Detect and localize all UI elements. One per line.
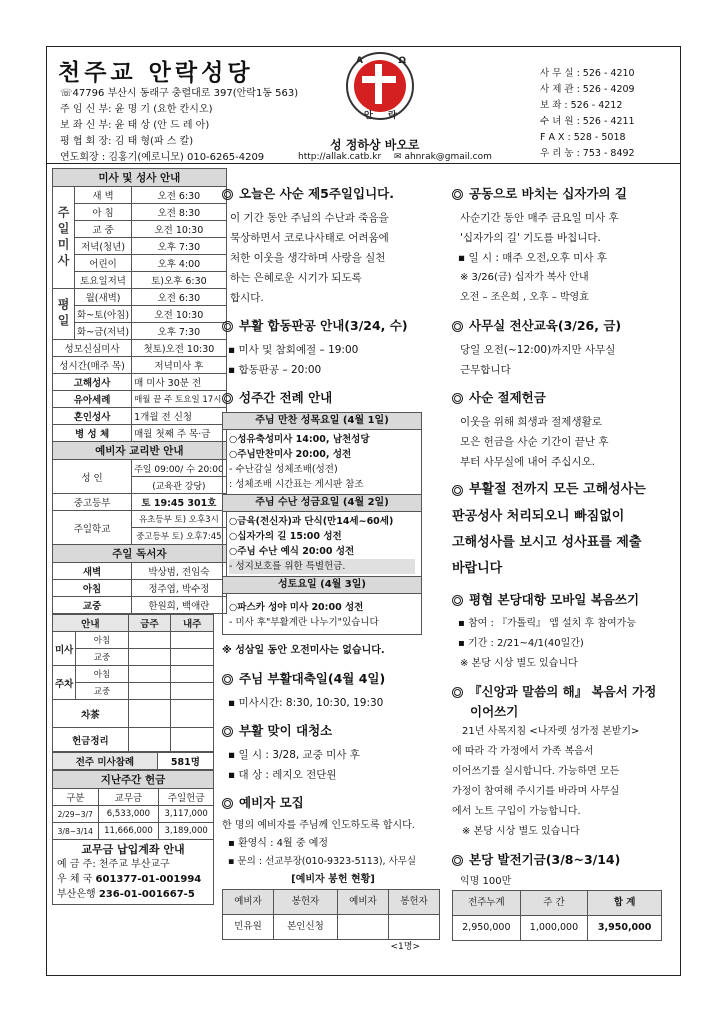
- box-line: - 미사 후"부활계란 나누기"있습니다: [229, 617, 379, 628]
- bank-account: 236-01-001667-5: [98, 889, 195, 900]
- mass-time: 오전 10:30: [132, 306, 227, 323]
- bank-label: 부산은행: [57, 889, 96, 900]
- section-heading: [452, 388, 674, 408]
- offering-cleanup: 헌금정리: [53, 728, 129, 752]
- email-icon: ✉: [394, 152, 402, 162]
- middle-column: [222, 184, 444, 954]
- note-line: 오전 – 조은희 , 오후 – 박영효: [460, 292, 589, 303]
- text-line: 사순기간 동안 매주 금요일 미사 후: [460, 212, 619, 224]
- section-heading: [452, 682, 674, 702]
- post-label: 우 체 국: [57, 874, 93, 885]
- extra-mass-time: 저녁미사 후: [132, 357, 227, 374]
- good-friday-box: [222, 494, 422, 577]
- box-line: - 성지보호를 위한 특별헌금.: [229, 559, 415, 574]
- bullet-icon: [222, 798, 233, 809]
- section-heading: [452, 850, 674, 870]
- church-title: 천주교 안락성당: [58, 60, 254, 86]
- table-head: 예비자: [337, 890, 388, 915]
- section-title: 본당 발전기금(3/8~3/14): [469, 852, 621, 867]
- text-line: 이 기간 동안 주님의 수난과 죽음을: [230, 212, 389, 224]
- website-link[interactable]: http://allak.catb.kr: [298, 152, 382, 162]
- section-body: [222, 208, 444, 308]
- account-holder: 예 금 주: 천주교 부산교구: [57, 859, 170, 870]
- bullet-icon: [452, 855, 463, 866]
- sunday-school-elem: 유초등부: [138, 515, 172, 525]
- sacrament-name: 병 성 체: [53, 425, 132, 442]
- section-heading: [452, 316, 674, 336]
- sacrament-info: 매월 끝 주 토요일 17시: [132, 391, 227, 408]
- bullet-icon: [452, 595, 463, 606]
- bullet-icon: [452, 393, 463, 404]
- text-line: 이웃을 위해 희생과 절제생활로: [460, 416, 602, 428]
- text-line: 묵상하면서 코로나사태로 어려움에: [230, 232, 389, 244]
- section-title: 부활 합동판공 안내(3/24, 수): [239, 318, 408, 333]
- address: ☏47796 부산시 동래구 충렬대로 397(안락1동 563): [60, 88, 299, 99]
- list-item: ▪ 일 시 : 3/28, 교중 미사 후: [222, 745, 444, 765]
- box-line: ○성유축성미사 14:00, 남천성당: [229, 434, 370, 445]
- account-box: [52, 840, 214, 905]
- text-line: 익명 100만: [460, 876, 512, 887]
- weekday-label: 평일: [53, 289, 75, 340]
- text-line: 당일 오전(~12:00)까지만 사무실: [460, 344, 616, 356]
- mass-name: 새 벽: [75, 187, 132, 204]
- catechism-adult: 성 인: [53, 460, 132, 494]
- sunday-school-mid: 중고등부: [136, 532, 170, 542]
- sunday-school-elem-time: 토) 오후3시: [174, 515, 219, 525]
- table-cell: [337, 915, 388, 940]
- guide-head: 안내: [53, 615, 129, 632]
- bullet-icon: [452, 189, 463, 200]
- patron-saint: 성 정하상 바오로: [330, 138, 420, 152]
- reader-names: 한원희, 백애란: [132, 597, 227, 614]
- account-title: 교무금 납입계좌 안내: [81, 843, 185, 856]
- guide-row-mass: 미사: [53, 632, 76, 666]
- bold-line: 고해성사를 보시고 성사표를 제출: [452, 535, 642, 550]
- text-line: 처한 이웃을 생각하며 사랑을 실천: [230, 252, 386, 264]
- section-title-cont: 이어쓰기: [470, 704, 519, 719]
- extra-mass-time: 첫토)오전 10:30: [132, 340, 227, 357]
- box-title: 성토요일 (4월 3일): [223, 577, 421, 594]
- sacrament-name: 혼인성사: [53, 408, 132, 425]
- box-line: ○파스카 성야 미사 20:00 성전: [229, 602, 364, 613]
- bullet-icon: [452, 321, 463, 332]
- text-line: 부터 사무실에 내어 주십시오.: [460, 456, 596, 468]
- text-line: 하는 은혜로운 시기가 되도록: [230, 272, 362, 284]
- offering-sunday: 3,117,000: [159, 806, 214, 823]
- section-title: 오늘은 사순 제5주일입니다.: [239, 186, 394, 201]
- offering-title: 지난주간 헌금: [53, 771, 214, 789]
- section-heading: [222, 669, 444, 689]
- mass-time: 오전 6:30: [132, 289, 227, 306]
- offering-period: 3/8~3/14: [53, 823, 99, 840]
- phone-fax: F A X : 528 - 5018: [540, 132, 626, 143]
- list-item: ▪ 미사시간: 8:30, 10:30, 19:30: [222, 693, 444, 713]
- guide-sub: 아침: [76, 666, 128, 683]
- offering-table: [52, 770, 214, 840]
- box-title: 주님 만찬 성목요일 (4월 1일): [223, 413, 421, 430]
- section-heading: [222, 184, 444, 204]
- phone-urinong: 우 리 농 : 753 - 8492: [540, 148, 635, 159]
- sunday-school-mid-time: 토) 오후7:45: [171, 532, 222, 542]
- phone-assistant: 보 좌 : 526 - 4212: [540, 100, 623, 111]
- table-head: 봉헌자: [274, 890, 338, 915]
- phone-rectory: 사 제 관 : 526 - 4209: [540, 84, 635, 95]
- box-line: ○주님 수난 예식 20:00 성전: [229, 546, 355, 557]
- section-title: 주님 부활대축일(4월 4일): [239, 671, 386, 686]
- mass-name: 화~금(저녁): [75, 323, 132, 340]
- offering-head: 구분: [53, 789, 99, 806]
- table-cell: 2,950,000: [453, 916, 521, 941]
- guide-sub: 아침: [76, 632, 128, 649]
- note-line: ※ 3/26(금) 십자가 복사 안내: [460, 272, 589, 283]
- mass-schedule-table: [52, 168, 227, 614]
- section-title: 성주간 전례 안내: [239, 390, 333, 405]
- email-link[interactable]: ahnrak@gmail.com: [404, 152, 492, 162]
- text-line: 에서 노트 구입이 가능합니다.: [452, 806, 581, 817]
- table-head: 봉헌자: [388, 890, 439, 915]
- extra-mass-name: 성모신심미사: [53, 340, 132, 357]
- list-item: ▪ 환영식 : 4월 중 예정: [222, 835, 444, 853]
- sacrament-name: 고해성사: [53, 374, 132, 391]
- list-item: ▪ 기간 : 2/21~4/1(40일간): [452, 634, 674, 654]
- section-heading: [452, 590, 674, 610]
- offering-sunday: 3,189,000: [159, 823, 214, 840]
- guide-sub: 교중: [76, 683, 128, 700]
- mass-name: 교 중: [75, 221, 132, 238]
- section-heading: [222, 316, 444, 336]
- offering-dues: 6,533,000: [98, 806, 159, 823]
- table-cell: 본인신청: [274, 915, 338, 940]
- holy-saturday-box: [222, 576, 422, 635]
- pastor: 주 임 신 부: 윤 명 기 (요한 칸시오): [60, 104, 213, 115]
- contact-line: [298, 152, 492, 162]
- bullet-icon: [452, 687, 463, 698]
- box-line: : 성체조배 시간표는 게시판 참조: [229, 479, 364, 490]
- section-heading: [452, 184, 674, 204]
- text-line: 에 따라 각 가정에서 가족 복음서: [452, 746, 594, 757]
- list-item: ▪ 합동판공 – 20:00: [222, 360, 444, 380]
- text-line: 모은 헌금을 사순 기간이 끝난 후: [460, 436, 609, 448]
- mass-name: 저녁(청년): [75, 238, 132, 255]
- sacrament-name: 유아세례: [53, 391, 132, 408]
- section-title: 평협 본당대항 모바일 복음쓰기: [469, 592, 640, 607]
- mass-time: 오후 7:30: [132, 323, 227, 340]
- right-column: [452, 184, 674, 941]
- catechism-youth: 중고등부: [53, 494, 132, 511]
- phone-convent: 수 녀 원 : 526 - 4211: [540, 116, 635, 127]
- list-item: ▪ 일 시 : 매주 오전,오후 미사 후: [452, 248, 674, 268]
- box-line: - 수난감실 성체조배(성전): [229, 464, 338, 475]
- phone-list: [540, 66, 635, 162]
- section-heading: [222, 721, 444, 741]
- section-heading: [222, 388, 444, 408]
- bullet-icon: [222, 726, 233, 737]
- sunday-school: 주일학교: [53, 511, 132, 545]
- sunday-label: 주일미사: [53, 187, 75, 289]
- mass-time: 토)오후 6:30: [132, 272, 227, 289]
- catechism-adult-time: 주일 09:00/ 수 20:00: [132, 460, 227, 477]
- sacrament-info: 1개월 전 신청: [132, 408, 227, 425]
- text-line: 21년 사목지침 <나자렛 성가정 본받기>: [462, 726, 640, 737]
- list-item: ▪ 문의 : 선교부장(010-9323-5113), 사무실: [222, 853, 444, 871]
- reader-names: 박상범, 전임숙: [132, 563, 227, 580]
- table-cell: [388, 915, 439, 940]
- attendance-table: [52, 752, 214, 770]
- section-heading: [222, 793, 444, 813]
- left-sidebar: [52, 168, 224, 905]
- guide-sub: 교중: [76, 649, 128, 666]
- catechumen-table: [222, 889, 440, 940]
- text-line: 이어쓰기를 실시합니다. 가능하면 모든: [452, 766, 620, 777]
- text-line: '십자가의 길' 기도를 바칩니다.: [460, 232, 601, 244]
- table-head: 주 간: [520, 891, 588, 916]
- mass-name: 어린이: [75, 255, 132, 272]
- table-cell: 3,950,000: [588, 916, 662, 941]
- council-president: 평 협 회 장: 김 태 형(파 스 칼): [60, 136, 194, 147]
- catechumen-count: <1명>: [390, 942, 420, 952]
- section-title: 사무실 전산교육(3/26, 금): [469, 318, 622, 333]
- offering-head: 교무금: [98, 789, 159, 806]
- bullet-icon: [222, 674, 233, 685]
- mass-time: 오전 10:30: [132, 221, 227, 238]
- text-line: 가정이 참여해 주시기를 바라며 사무실: [452, 786, 620, 797]
- offering-head: 주일헌금: [159, 789, 214, 806]
- sacrament-info: 매 미사 30분 전: [132, 374, 227, 391]
- mass-time: 오후 7:30: [132, 238, 227, 255]
- bullet-icon: [222, 189, 233, 200]
- post-account: 601377-01-001994: [95, 874, 202, 885]
- section-title: 『신앙과 말씀의 해』 복음서 가정: [469, 684, 657, 699]
- extra-mass-name: 성시간(매주 목): [53, 357, 132, 374]
- section-title: 부활절 전까지 모든 고해성사는: [469, 482, 646, 497]
- section-heading: [452, 480, 674, 500]
- table-head: 전주누계: [453, 891, 521, 916]
- assistant-priest: 보 좌 신 부: 윤 태 상 (안 드 레 아): [60, 120, 210, 131]
- text-line: 한 명의 예비자를 주님께 인도하도록 합시다.: [222, 820, 415, 831]
- mass-time: 오후 4:00: [132, 255, 227, 272]
- reader-mass: 아침: [53, 580, 132, 597]
- bold-line: 판공성사 처리되오니 빠짐없이: [452, 509, 625, 524]
- box-line: ○십자가의 길 15:00 성전: [229, 531, 342, 542]
- phone-office: 사 무 실 : 526 - 4210: [540, 68, 635, 79]
- box-line: ○주님만찬미사 20:00, 성전: [229, 449, 352, 460]
- offering-dues: 11,666,000: [98, 823, 159, 840]
- catechism-youth-time: 토 19:45 301호: [132, 494, 227, 511]
- offering-period: 2/29~3/7: [53, 806, 99, 823]
- reader-mass: 새벽: [53, 563, 132, 580]
- reader-title: 주일 독서자: [53, 545, 227, 563]
- reader-names: 정주엽, 박수정: [132, 580, 227, 597]
- list-item: ▪ 참여 : 『가톨릭』 앱 설치 후 참여가능: [452, 614, 674, 634]
- attendance-label: 전주 미사참례: [53, 753, 158, 770]
- box-line: ○금육(전신자)과 단식(만14세~60세): [229, 516, 394, 527]
- church-info: [60, 86, 298, 166]
- holy-thursday-box: [222, 412, 422, 495]
- mass-name: 아 침: [75, 204, 132, 221]
- mass-name: 토요일저녁: [75, 272, 132, 289]
- guide-head: 내주: [171, 615, 214, 632]
- list-item: ▪ 미사 및 참회예절 – 19:00: [222, 340, 444, 360]
- mass-time: 오전 8:30: [132, 204, 227, 221]
- guide-head: 금주: [128, 615, 171, 632]
- attendance-value: 581명: [157, 753, 213, 770]
- mass-name: 월(새벽): [75, 289, 132, 306]
- mass-title: 미사 및 성사 안내: [53, 169, 227, 187]
- section-title: 사순 절제헌금: [469, 390, 546, 405]
- list-item: ▪ 대 상 : 레지오 전단원: [222, 765, 444, 785]
- guide-table: [52, 614, 214, 752]
- note-line: ※ 본당 시상 별도 있습니다: [460, 658, 578, 669]
- table-cell: 1,000,000: [520, 916, 588, 941]
- guide-row-parking: 주차: [53, 666, 76, 700]
- text-line: 합시다.: [230, 292, 264, 304]
- development-fund-table: [452, 890, 662, 941]
- table-title: [예비자 봉헌 현황]: [291, 874, 375, 885]
- table-head: 합 계: [588, 891, 662, 916]
- reader-mass: 교중: [53, 597, 132, 614]
- bullet-icon: [222, 321, 233, 332]
- catechism-adult-place: (교육관 강당): [132, 477, 227, 494]
- section-title: 공동으로 바치는 십자가의 길: [469, 186, 627, 201]
- tea-service: 차茶: [53, 700, 129, 728]
- section-title: 예비자 모집: [239, 795, 304, 810]
- sacrament-info: 매월 첫째 주 목·금: [132, 425, 227, 442]
- table-head: 예비자: [223, 890, 274, 915]
- box-title: 주님 수난 성금요일 (4월 2일): [223, 495, 421, 512]
- table-cell: 민유원: [223, 915, 274, 940]
- bullet-icon: [222, 393, 233, 404]
- mass-name: 화~토(아침): [75, 306, 132, 323]
- bold-line: 바랍니다: [452, 561, 503, 576]
- catechism-title: 예비자 교리반 안내: [53, 442, 227, 460]
- section-title: 부활 맞이 대청소: [239, 723, 333, 738]
- bullet-icon: [452, 485, 463, 496]
- text-line: 근무합니다: [460, 364, 511, 376]
- note: ※ 성삼일 동안 오전미사는 없습니다.: [222, 645, 385, 656]
- mass-time: 오전 6:30: [132, 187, 227, 204]
- cantor-contact: 연도회장 : 김홍기(예로니모) 010-6265-4209: [60, 152, 265, 163]
- note-line: ※ 본당 시상 별도 있습니다: [462, 826, 580, 837]
- church-logo: A Ω 안 락: [346, 52, 414, 120]
